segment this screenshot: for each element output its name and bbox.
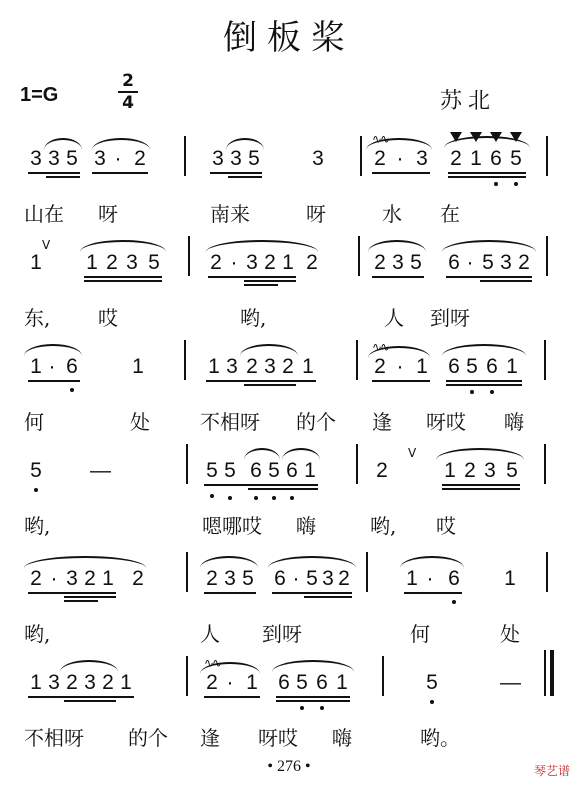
lyric: 哟, [24,514,51,538]
lyric: 东, [24,306,51,330]
accent-icon [470,132,482,142]
lyric: 的个 [296,410,336,434]
lyric: 哟。 [420,726,460,750]
note: 2 [206,671,218,694]
lyric: 呀哎 [258,726,298,750]
lyric: 何 [24,410,44,434]
lyric: 嗨 [504,410,524,434]
song-title: 倒板桨 [223,18,355,58]
lyric: 不相呀 [24,726,84,750]
lyric: 到呀 [430,306,470,330]
note: 2 [338,567,350,590]
meter-bottom: 4 [122,93,134,113]
trill-icon: ∿∿ [204,656,221,670]
note: 3 [392,251,404,274]
breath-mark: V [42,238,51,252]
note: 1 [304,459,316,482]
lyric: 哟, [240,306,267,330]
note: 2 [374,147,386,170]
note: 3 [48,671,60,694]
song-origin: 苏北 [440,89,497,114]
trill-icon: ∿∿ [372,340,389,354]
note: 5 [242,567,254,590]
time-signature [118,72,138,112]
note: 1 [208,355,220,378]
note: 1 [302,355,314,378]
note: 1 [406,567,418,590]
lyric: 不相呀 [200,410,260,434]
note: 1 [120,671,132,694]
note: 3 [230,147,242,170]
note: 5 [306,567,318,590]
note: 3 [212,147,224,170]
lyric: 处 [500,622,520,646]
lyric: 哟, [24,622,51,646]
system-5 [0,566,578,626]
lyric: 哎 [436,514,456,538]
note: 1 [470,147,482,170]
lyric: 处 [130,410,150,434]
lyric: 呀 [306,202,326,226]
lyric: 到呀 [262,622,302,646]
system-3 [0,340,578,414]
note: 2 [30,567,42,590]
note: 6 [486,355,498,378]
lyric: 人 [384,306,404,330]
note: 2 [134,147,146,170]
note: · [230,251,238,274]
lyric: 呀 [98,202,118,226]
note: 6 [448,355,460,378]
note: 2 [464,459,476,482]
note: 2 [210,251,222,274]
lyric: 山在 [24,202,64,226]
note: 1 [444,459,456,482]
note: 5 [426,671,438,694]
note: 6 [490,147,502,170]
note: · [426,567,434,590]
lyric: 嗨 [332,726,352,750]
note: 1 [416,355,428,378]
note: 5 [410,251,422,274]
system-1 [0,132,578,206]
note: 3 [226,355,238,378]
note: · [292,567,300,590]
note: 3 [126,251,138,274]
note: 2 [132,567,144,590]
note: 6 [66,355,78,378]
lyric: 嗨 [296,514,316,538]
note: 2 [374,251,386,274]
note: 6 [250,459,262,482]
note: 1 [506,355,518,378]
note: 6 [316,671,328,694]
note: 2 [84,567,96,590]
lyric: 哟, [370,514,397,538]
note: 5 [296,671,308,694]
trill-icon: ∿∿ [372,132,389,146]
note: · [48,355,56,378]
note: · [466,251,474,274]
lyric: 南来 [210,202,250,226]
note: 3 [484,459,496,482]
note: 1 [30,251,42,274]
note: 2 [102,671,114,694]
meter-top: 2 [122,71,134,91]
note: 2 [374,355,386,378]
note: 3 [94,147,106,170]
note: 1 [246,671,258,694]
lyric: 人 [200,622,220,646]
note: 3 [500,251,512,274]
note: 3 [312,147,324,170]
accent-icon [510,132,522,142]
note: · [396,147,404,170]
note: 5 [148,251,160,274]
note: 1 [30,671,42,694]
note: · [50,567,58,590]
note: 1 [336,671,348,694]
note: 2 [106,251,118,274]
note: 3 [66,567,78,590]
lyric: 哎 [98,306,118,330]
note: 2 [306,251,318,274]
note: 3 [30,147,42,170]
note: — [500,671,521,694]
note: 1 [30,355,42,378]
note: 5 [268,459,280,482]
lyric: 的个 [128,726,168,750]
note: 6 [286,459,298,482]
note: 3 [84,671,96,694]
accent-icon [450,132,462,142]
system-2 [0,238,578,310]
lyric: 何 [410,622,430,646]
note: 1 [504,567,516,590]
page-number: • 276 • [267,758,311,775]
note: 5 [506,459,518,482]
note: 1 [102,567,114,590]
note: 2 [518,251,530,274]
note: 3 [264,355,276,378]
lyric: 在 [440,202,460,226]
note: 5 [510,147,522,170]
note: 5 [206,459,218,482]
note: 1 [132,355,144,378]
note: 5 [482,251,494,274]
system-4 [0,446,578,518]
lyric: 逢 [372,410,392,434]
note: 2 [264,251,276,274]
system-6 [0,656,578,730]
note: 2 [282,355,294,378]
note: 2 [450,147,462,170]
note: 2 [246,355,258,378]
note: 3 [416,147,428,170]
lyric: 水 [382,202,402,226]
note: 3 [246,251,258,274]
breath-mark: V [408,446,417,460]
note: · [396,355,404,378]
key-signature: 1=G [20,84,59,106]
note: 1 [86,251,98,274]
note: 6 [274,567,286,590]
note: 5 [466,355,478,378]
note: 2 [206,567,218,590]
note: 5 [30,459,42,482]
note: 6 [448,251,460,274]
accent-icon [490,132,502,142]
note: 5 [248,147,260,170]
lyric: 呀哎 [426,410,466,434]
note: 5 [224,459,236,482]
note: · [114,147,122,170]
note: 6 [278,671,290,694]
note: 5 [66,147,78,170]
note: 3 [48,147,60,170]
note: · [226,671,234,694]
note: 2 [376,459,388,482]
note: 2 [66,671,78,694]
lyric: 嗯哪哎 [202,514,262,538]
note: 6 [448,567,460,590]
watermark: 琴艺谱 [533,764,570,778]
note: — [90,459,111,482]
note: 3 [224,567,236,590]
lyric: 逢 [200,726,220,750]
note: 1 [282,251,294,274]
note: 3 [322,567,334,590]
